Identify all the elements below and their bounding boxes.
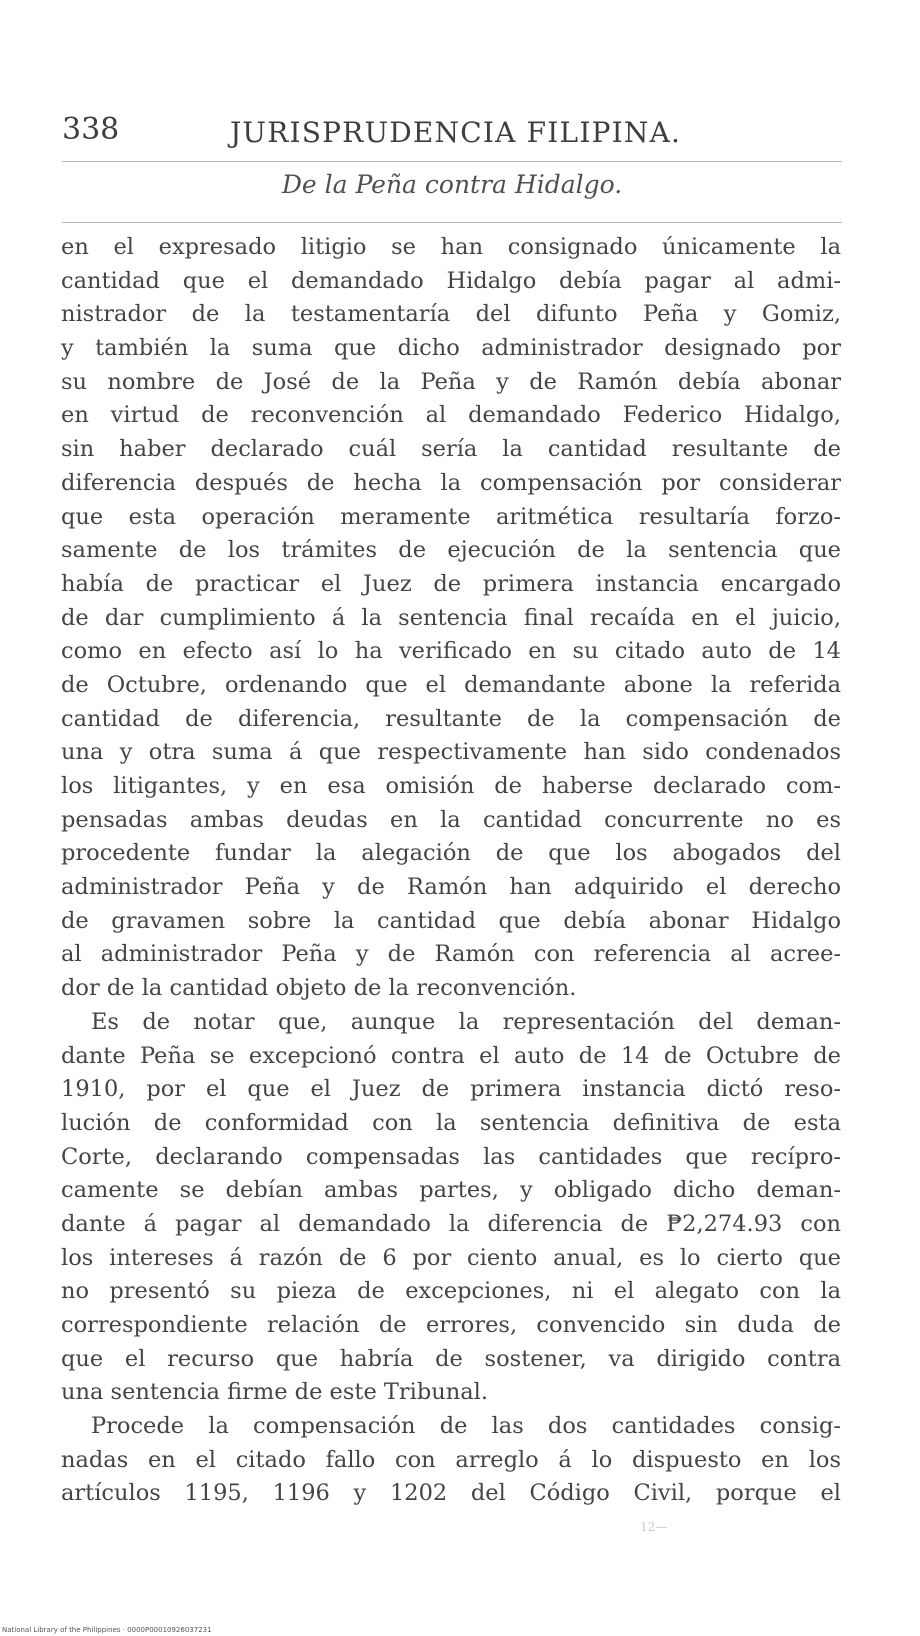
text-line: su nombre de José de la Peña y de Ramón debía abonar	[61, 368, 841, 395]
text-line: nadas en el citado fallo con arreglo á lo dispuesto en los	[61, 1446, 841, 1473]
text-line: dor de la cantidad objeto de la reconvención.	[61, 975, 577, 1002]
text-line: en el expresado litigio se han consignado únicamente la	[61, 234, 841, 260]
text-line: al administrador Peña y de Ramón con referencia al acree-	[61, 941, 841, 968]
text-line: cantidad de diferencia, resultante de la compensación de	[61, 705, 841, 732]
text-line: como en efecto así lo ha verificado en su citado auto de 14	[61, 638, 841, 665]
text-line: samente de los trámites de ejecución de la sentencia que	[61, 537, 841, 564]
case-title: De la Peña contra Hidalgo.	[281, 170, 623, 199]
text-line: de dar cumplimiento á la sentencia final recaída en el juicio,	[61, 604, 841, 631]
archive-stamp: National Library of the Philippines · 0000P00010926037231	[2, 1626, 212, 1634]
text-line: de gravamen sobre la cantidad que debía abonar Hidalgo	[61, 907, 841, 934]
text-line: lución de conformidad con la sentencia definitiva de esta	[61, 1109, 841, 1136]
text-line: administrador Peña y de Ramón han adquirido el derecho	[61, 874, 841, 901]
text-line: cantidad que el demandado Hidalgo debía pagar al admi-	[61, 267, 841, 294]
signature-mark: 12—	[640, 1520, 668, 1534]
text-line: 1910, por el que el Juez de primera instancia dictó reso-	[61, 1076, 841, 1103]
text-line: pensadas ambas deudas en la cantidad concurrente no es	[61, 806, 841, 833]
case-title-rule	[62, 222, 842, 223]
page-number: 338	[62, 112, 120, 147]
text-line: diferencia después de hecha la compensación por considerar	[61, 469, 841, 496]
page-header	[62, 112, 842, 160]
text-line: que el recurso que habría de sostener, va dirigido contra	[61, 1345, 841, 1372]
text-line: en virtud de reconvención al demandado Federico Hidalgo,	[61, 402, 841, 429]
text-line: y también la suma que dicho administrador designado por	[61, 335, 841, 362]
text-line: los intereses á razón de 6 por ciento anual, es lo cierto que	[61, 1244, 841, 1271]
text-line: de Octubre, ordenando que el demandante abone la referida	[61, 671, 841, 698]
text-line: no presentó su pieza de excepciones, ni el alegato con la	[61, 1278, 841, 1305]
text-line: una sentencia firme de este Tribunal.	[61, 1379, 489, 1406]
text-line: nistrador de la testamentaría del difunto Peña y Gomiz,	[61, 301, 841, 328]
body-text	[61, 231, 841, 1511]
text-line: Corte, declarando compensadas las cantidades que recípro-	[61, 1143, 841, 1170]
text-line: que esta operación meramente aritmética resultaría forzo-	[61, 503, 841, 530]
header-rule	[62, 161, 842, 162]
text-line: correspondiente relación de errores, convencido sin duda de	[61, 1312, 841, 1338]
text-line: una y otra suma á que respectivamente han sido condenados	[61, 739, 841, 766]
text-line: había de practicar el Juez de primera instancia encargado	[61, 570, 841, 597]
text-line: dante á pagar al demandado la diferencia de ₱2,274.93 con	[61, 1210, 841, 1237]
text-line: artículos 1195, 1196 y 1202 del Código Civil, porque el	[61, 1480, 841, 1507]
running-title: JURISPRUDENCIA FILIPINA.	[230, 116, 682, 149]
text-line: camente se debían ambas partes, y obligado dicho deman-	[61, 1177, 841, 1204]
text-line: Procede la compensación de las dos cantidades consig-	[91, 1413, 841, 1440]
text-line: los litigantes, y en esa omisión de haberse declarado com-	[61, 773, 841, 799]
text-line: procedente fundar la alegación de que los abogados del	[61, 840, 841, 867]
text-line: dante Peña se excepcionó contra el auto de 14 de Octubre de	[61, 1042, 841, 1069]
text-line: sin haber declarado cuál sería la cantidad resultante de	[61, 436, 841, 463]
text-line: Es de notar que, aunque la representación del deman-	[91, 1008, 841, 1035]
